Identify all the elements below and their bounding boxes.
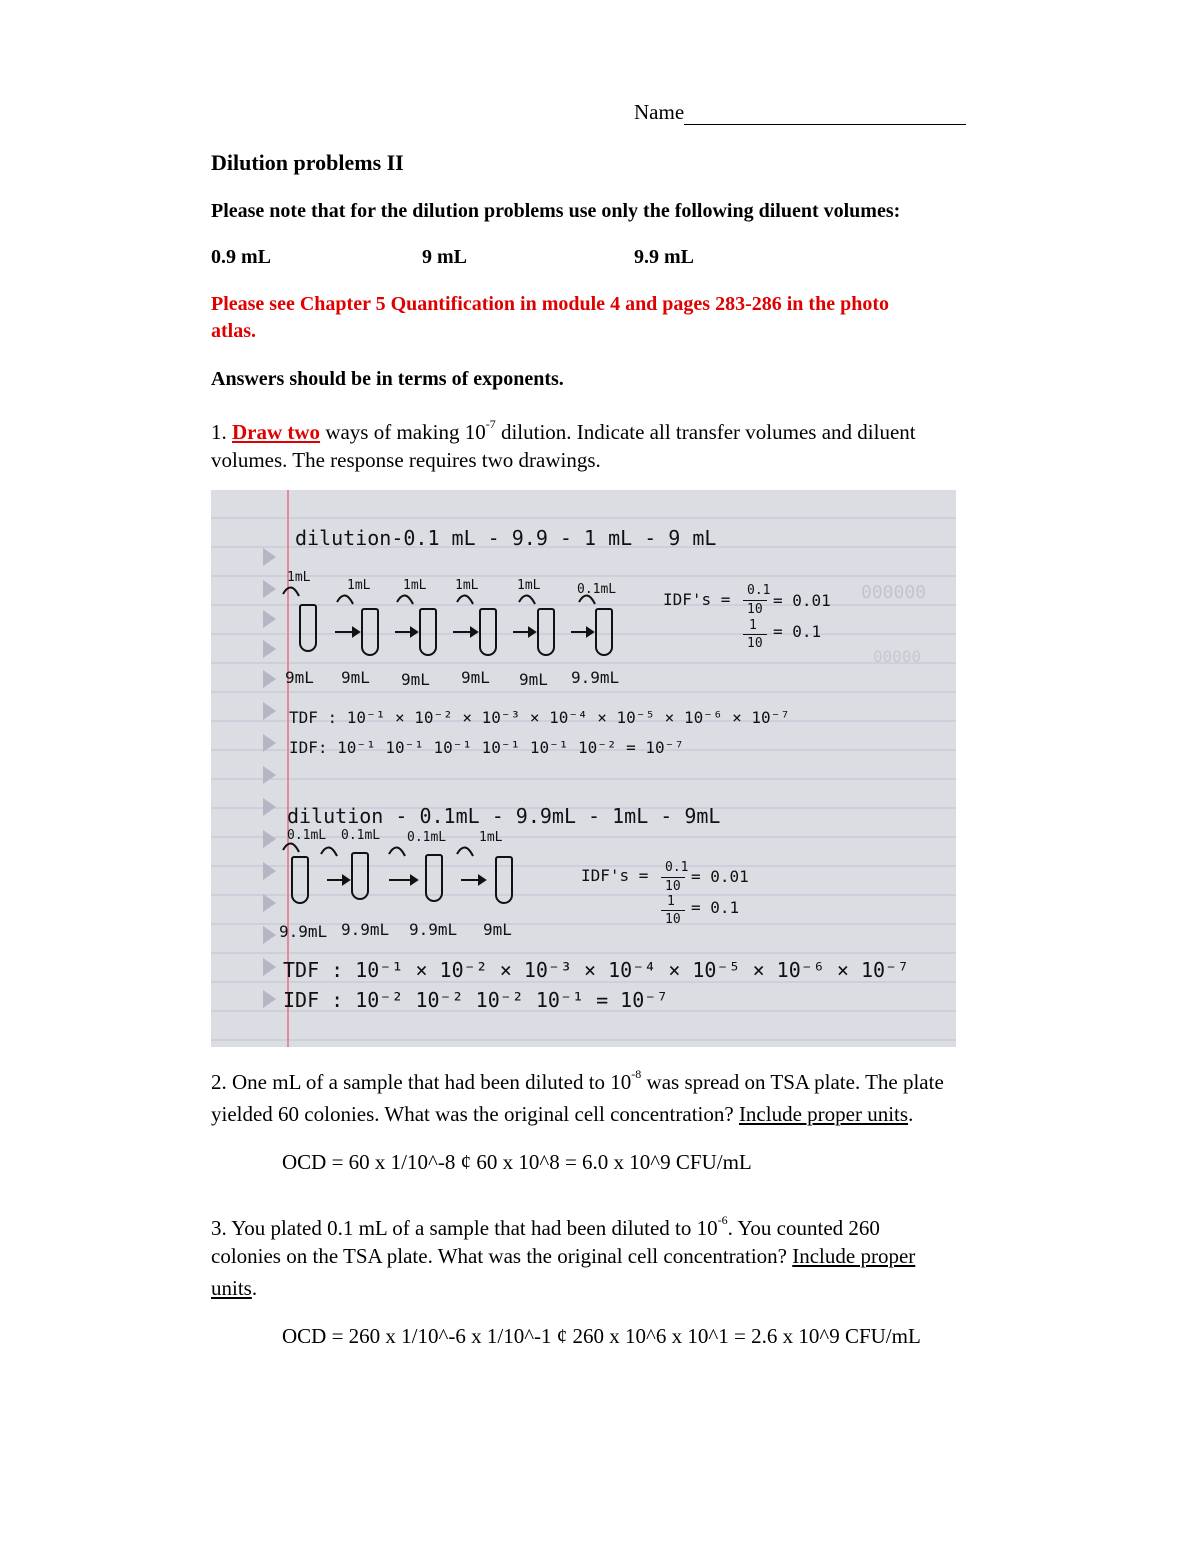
d1-idfs-label: IDF's = xyxy=(663,590,731,609)
svg-text:00000: 00000 xyxy=(873,647,922,666)
d1-tube-arrows xyxy=(317,622,657,642)
d1-idf: IDF: 10⁻¹ 10⁻¹ 10⁻¹ 10⁻¹ 10⁻¹ 10⁻² = 10⁻⁷ xyxy=(289,738,684,757)
d2-transfer-2: 0.1mL xyxy=(341,828,381,843)
question-3-answer: OCD = 260 x 1/10^-6 x 1/10^-1 ¢ 260 x 10^6 x 10^1 = 2.6 x 10^9 CFU/mL xyxy=(282,1324,921,1348)
question-1-line-1 xyxy=(211,417,916,445)
margin-triangle-icon xyxy=(263,670,276,688)
d2-idf-a-bar xyxy=(661,877,685,878)
d2-idf-b-val: = 0.1 xyxy=(691,898,740,917)
margin-triangle-icon xyxy=(263,958,276,976)
margin-triangle-icon xyxy=(263,640,276,658)
q3-text-b: . You counted 260 xyxy=(727,1216,880,1240)
margin-triangle-icon xyxy=(263,798,276,816)
q2-line2-text: yielded 60 colonies. What was the original cell concentration? xyxy=(211,1102,739,1126)
dilution-2-title: dilution - 0.1mL - 9.9mL - 1mL - 9mL xyxy=(287,804,721,828)
d2-idf: IDF : 10⁻² 10⁻² 10⁻² 10⁻¹ = 10⁻⁷ xyxy=(283,988,669,1012)
d1-idf-a-val: = 0.01 xyxy=(773,591,831,610)
question-2-answer: OCD = 60 x 1/10^-8 ¢ 60 x 10^8 = 6.0 x 10^9 CFU/mL xyxy=(282,1150,752,1174)
margin-triangle-icon xyxy=(263,830,276,848)
d1-transfer-6: 0.1mL xyxy=(577,582,617,597)
d2-transfer-3: 0.1mL xyxy=(407,830,447,845)
margin-triangle-icon xyxy=(263,862,276,880)
margin-triangle-icon xyxy=(263,702,276,720)
margin-triangle-icon xyxy=(263,926,276,944)
margin-triangle-icon xyxy=(263,580,276,598)
d1-idf-b-den: 10 xyxy=(747,636,763,651)
q2-text-b: was spread on TSA plate. The plate xyxy=(646,1070,944,1094)
q2-line2-end: . xyxy=(908,1102,914,1126)
d1-transfer-5: 1mL xyxy=(517,578,541,593)
q2-exponent: -8 xyxy=(631,1067,642,1081)
d1-diluent-5: 9mL xyxy=(519,670,548,689)
d2-idf-b-den: 10 xyxy=(665,912,681,927)
margin-triangle-icon xyxy=(263,734,276,752)
d2-idfs-label: IDF's = xyxy=(581,866,649,885)
d2-diluent-1: 9.9mL xyxy=(279,922,328,941)
q3-text-a: 3. You plated 0.1 mL of a sample that had been diluted to 10 xyxy=(211,1216,718,1240)
margin-triangle-icon xyxy=(263,548,276,566)
d1-idf-a-num: 0.1 xyxy=(747,583,771,598)
diluent-note: Please note that for the dilution problems use only the following diluent volumes: xyxy=(211,200,901,222)
name-blank-line xyxy=(684,102,966,125)
question-2-line-1 xyxy=(211,1067,944,1095)
volume-option-3: 9.9 mL xyxy=(634,246,694,268)
d1-diluent-4: 9mL xyxy=(461,668,490,687)
margin-triangle-icon xyxy=(263,766,276,784)
d1-idf-b-num: 1 xyxy=(749,618,757,633)
d1-transfer-4: 1mL xyxy=(455,578,479,593)
volume-option-1: 0.9 mL xyxy=(211,246,271,268)
question-3-line-3 xyxy=(211,1276,257,1301)
q1-text-b: dilution. Indicate all transfer volumes and diluent xyxy=(500,420,916,444)
q1-exponent: -7 xyxy=(485,417,496,431)
d2-tube-arrows xyxy=(307,870,547,890)
d2-diluent-3: 9.9mL xyxy=(409,920,458,939)
q2-text-a: 2. One mL of a sample that had been diluted to 10 xyxy=(211,1070,632,1094)
margin-triangle-icon xyxy=(263,894,276,912)
q3-units-emphasis: Include proper xyxy=(792,1244,916,1268)
d2-transfer-4: 1mL xyxy=(479,830,503,845)
d2-idf-b-num: 1 xyxy=(667,894,675,909)
d1-diluent-2: 9mL xyxy=(341,668,370,687)
q3-line3-end: . xyxy=(251,1276,258,1300)
q3-units-emphasis-end: units xyxy=(211,1276,252,1300)
d2-diluent-4: 9mL xyxy=(483,920,512,939)
q3-exponent: -6 xyxy=(717,1213,728,1227)
d1-transfer-1: 1mL xyxy=(287,570,311,585)
question-1-line-2: volumes. The response requires two drawings. xyxy=(211,448,601,472)
d1-idf-b-bar xyxy=(743,634,767,635)
q3-line2-text: colonies on the TSA plate. What was the original cell concentration? xyxy=(211,1244,793,1268)
dilution-1-title: dilution-0.1 mL - 9.9 - 1 mL - 9 mL xyxy=(295,526,717,550)
d1-idf-a-bar xyxy=(743,600,767,601)
reference-line-2: atlas. xyxy=(211,320,256,342)
d2-tdf: TDF : 10⁻¹ × 10⁻² × 10⁻³ × 10⁻⁴ × 10⁻⁵ × 10⁻⁶ × 10⁻⁷ xyxy=(283,958,910,982)
d2-idf-b-bar xyxy=(661,910,685,911)
q1-number: 1. xyxy=(211,420,227,444)
d2-idf-a-num: 0.1 xyxy=(665,860,689,875)
d1-transfer-2: 1mL xyxy=(347,578,371,593)
d2-transfer-1: 0.1mL xyxy=(287,828,327,843)
d1-diluent-1: 9mL xyxy=(285,668,314,687)
d1-tdf: TDF : 10⁻¹ × 10⁻² × 10⁻³ × 10⁻⁴ × 10⁻⁵ × 10⁻⁶ × 10⁻⁷ xyxy=(289,708,790,727)
name-label: Name xyxy=(634,100,685,124)
page-title: Dilution problems II xyxy=(211,150,404,175)
d1-tube-1 xyxy=(299,604,317,652)
d1-transfer-3: 1mL xyxy=(403,578,427,593)
margin-triangle-icon xyxy=(263,610,276,628)
q1-text-a: ways of making 10 xyxy=(325,420,486,444)
d1-idf-a-den: 10 xyxy=(747,602,763,617)
handwritten-answer-photo xyxy=(211,490,956,1047)
q1-emphasis: Draw two xyxy=(232,420,321,444)
svg-text:000000: 000000 xyxy=(861,582,927,603)
d1-diluent-3: 9mL xyxy=(401,670,430,689)
question-2-line-2 xyxy=(211,1102,913,1127)
d1-diluent-6: 9.9mL xyxy=(571,668,620,687)
d2-diluent-2: 9.9mL xyxy=(341,920,390,939)
question-3-line-1 xyxy=(211,1213,880,1241)
volume-option-2: 9 mL xyxy=(422,246,467,268)
answers-note: Answers should be in terms of exponents. xyxy=(211,368,564,390)
reference-line-1: Please see Chapter 5 Quantification in module 4 and pages 283-286 in the photo xyxy=(211,293,889,315)
margin-triangle-icon xyxy=(263,990,276,1008)
d2-idf-a-den: 10 xyxy=(665,879,681,894)
q2-units-emphasis: Include proper units xyxy=(738,1102,909,1126)
d1-idf-b-val: = 0.1 xyxy=(773,622,822,641)
d2-idf-a-val: = 0.01 xyxy=(691,867,749,886)
name-field xyxy=(634,100,966,125)
question-3-line-2 xyxy=(211,1244,915,1269)
